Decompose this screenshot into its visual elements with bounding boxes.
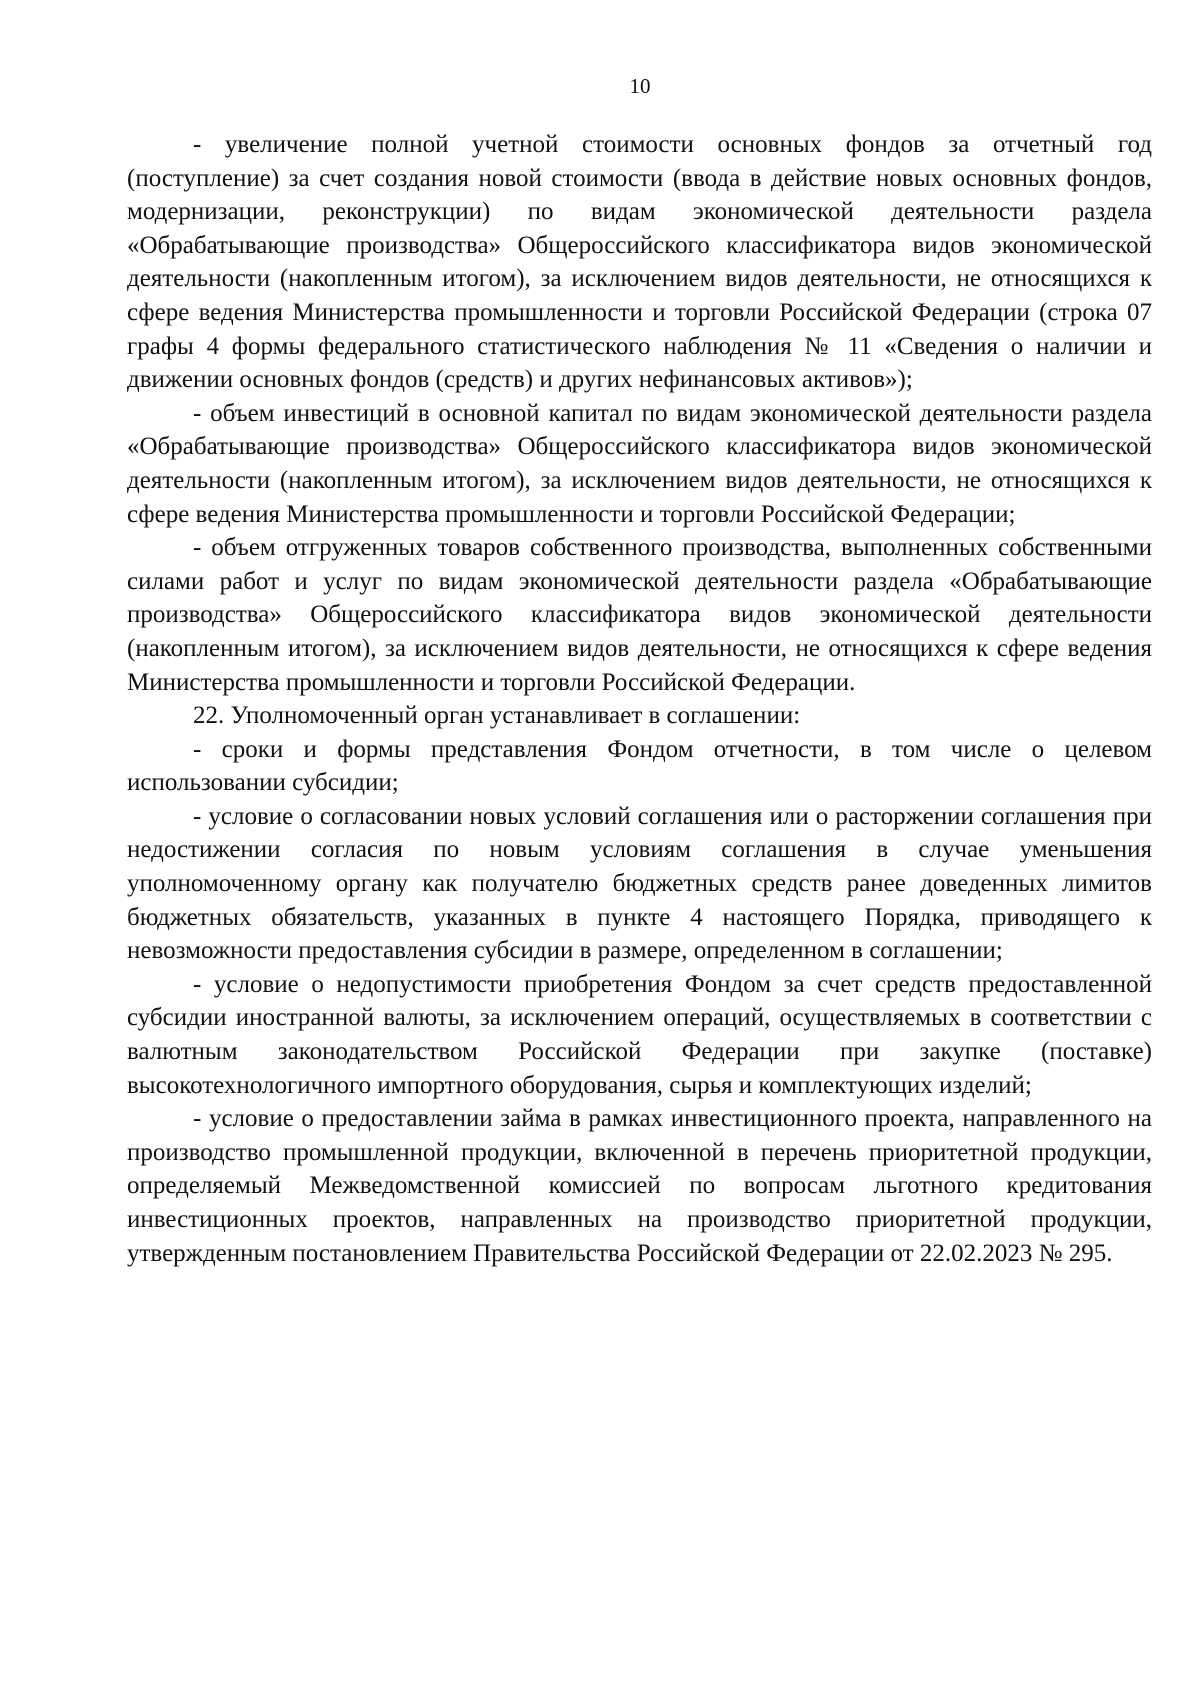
document-body	[127, 128, 1152, 1270]
paragraph-investment-volume: - объем инвестиций в основной капитал по видам экономической деятельности раздела «Обрабатывающие производства» Общероссийского классификатора видов экономической деятельности (накопленным итогом), за исключением видов деятельности, не относящихся к сфере ведения Министерства промышленности и торговли Российской Федерации;	[127, 399, 1152, 528]
page-number: 10	[629, 74, 651, 98]
paragraph-shipped-goods-volume: - объем отгруженных товаров собственного производства, выполненных собственными силами работ и услуг по видам экономической деятельности раздела «Обрабатывающие производства» Общероссийского классификатора видов экономической деятельности (накопленным итогом), за исключением видов деятельности, не относящихся к сфере ведения Министерства промышленности и торговли Российской Федерации.	[127, 534, 1152, 696]
paragraph-fixed-assets-increase: - увеличение полной учетной стоимости основных фондов за отчетный год (поступление) за счет создания новой стоимости (ввода в действие новых основных фондов, модернизации, реконструкции) по видам экономической деятельности раздела «Обрабатывающие производства» Общероссийского классификатора видов экономической деятельности (накопленным итогом), за исключением видов деятельности, не относящихся к сфере ведения Министерства промышленности и торговли Российской Федерации (строка 07 графы 4 формы федерального статистического наблюдения № 11 «Сведения о наличии и движении основных фондов (средств) и других нефинансовых активов»);	[127, 131, 1152, 394]
paragraph-loan-condition: - условие о предоставлении займа в рамках инвестиционного проекта, направленного на производство промышленной продукции, включенной в перечень приоритетной продукции, определяемый Межведомственной комиссией по вопросам льготного кредитования инвестиционных проектов, направленных на производство приоритетной продукции, утвержденным постановлением Правительства Российской Федерации от 22.02.2023 № 295.	[127, 1105, 1152, 1267]
paragraph-reporting-terms: - сроки и формы представления Фондом отчетности, в том числе о целевом использовании субсидии;	[127, 735, 1152, 797]
paragraph-item-22-heading: 22. Уполномоченный орган устанавливает в соглашении:	[193, 702, 801, 730]
paragraph-agreement-amendment-condition: - условие о согласовании новых условий соглашения или о расторжении соглашения при недостижении согласия по новым условиям соглашения в случае уменьшения уполномоченному органу как получателю бюджетных средств ранее доведенных лимитов бюджетных обязательств, указанных в пункте 4 настоящего Порядка, приводящего к невозможности предоставления субсидии в размере, определенном в соглашении;	[127, 802, 1152, 965]
paragraph-foreign-currency-condition: - условие о недопустимости приобретения Фондом за счет средств предоставленной субсидии иностранной валюты, за исключением операций, осуществляемых в соответствии с валютным законодательством Российской Федерации при закупке (поставке) высокотехнологичного импортного оборудования, сырья и комплектующих изделий;	[127, 970, 1152, 1099]
